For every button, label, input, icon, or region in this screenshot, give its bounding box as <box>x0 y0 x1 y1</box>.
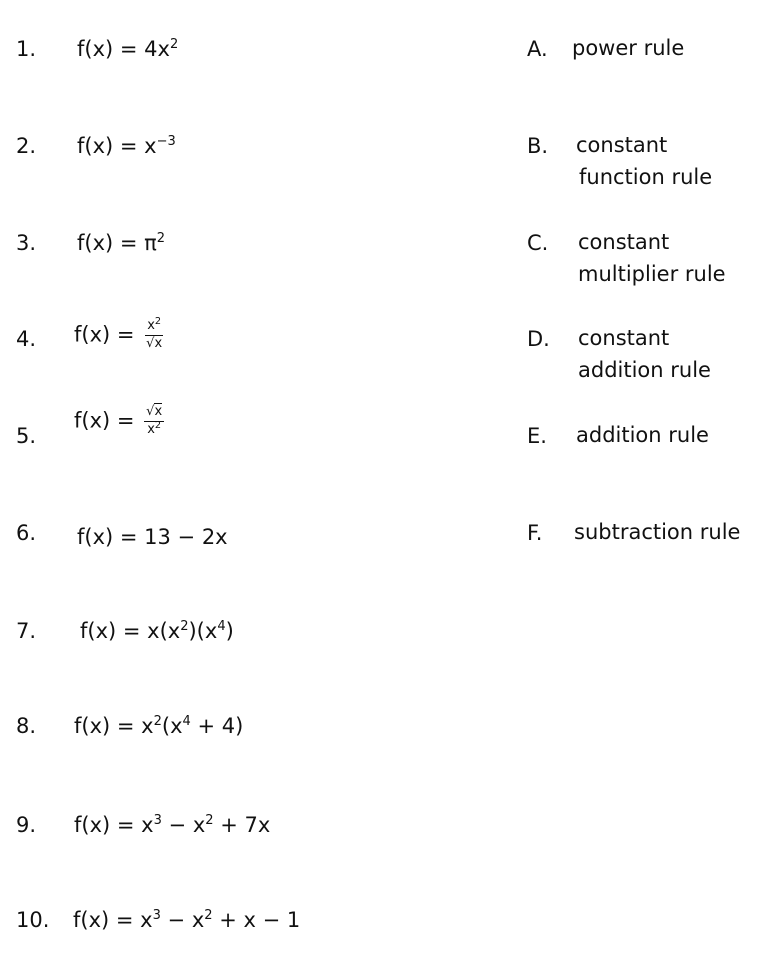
problem-6-number: 6. <box>16 521 37 545</box>
problem-4-expression: f(x) = $\frac{x^2}{√x}$ <box>74 316 163 351</box>
option-a-text: power rule <box>572 36 685 60</box>
fraction <box>144 405 164 438</box>
option-b-letter: B. <box>527 134 549 158</box>
option-b-text: constant function rule <box>576 133 713 189</box>
problem-4-number: 4. <box>16 327 37 351</box>
fraction-numerator: √x <box>144 405 164 422</box>
fraction-denominator: $x^2$ <box>147 420 162 437</box>
option-f-text: subtraction rule <box>574 520 741 544</box>
problem-7-number: 7. <box>16 619 37 643</box>
option-f-letter: F. <box>527 521 543 545</box>
fraction-denominator: √x <box>146 335 163 351</box>
problem-3-number: 3. <box>16 231 37 255</box>
problem-2-expression: $f(x) = x^{-3}$ <box>77 133 176 158</box>
problem-2-number: 2. <box>16 134 37 158</box>
problem-1-number: 1. <box>16 37 37 61</box>
option-e-letter: E. <box>527 424 547 448</box>
option-e-text: addition rule <box>576 423 709 447</box>
problem-7-expression: $f(x) = x(x^2)(x^4)$ <box>80 618 234 643</box>
problem-5-number: 5. <box>16 424 37 448</box>
problem-3-expression: $f(x) = \pi^2$ <box>77 230 166 255</box>
option-a-letter: A. <box>527 37 548 61</box>
problem-9-number: 9. <box>16 813 37 837</box>
option-c-text: constant multiplier rule <box>578 230 726 286</box>
option-d-text: constant addition rule <box>578 326 711 382</box>
problem-8-number: 8. <box>16 714 37 738</box>
fraction <box>144 316 164 352</box>
problem-10-expression: $f(x) = x^3 - x^2 + x - 1$ <box>73 907 301 932</box>
fraction-numerator: $x^2$ <box>145 319 163 336</box>
problem-6-expression: f(x) = 13 − 2x <box>77 525 228 549</box>
problem-5-expression: f(x) = $\frac{√x}{x^2}$ <box>74 404 163 437</box>
problem-8-expression: $f(x) = x^2(x^4 + 4)$ <box>74 713 244 738</box>
option-c-letter: C. <box>527 231 549 255</box>
option-d-letter: D. <box>527 327 550 351</box>
problem-10-number: 10. <box>16 908 50 932</box>
problem-9-expression: $f(x) = x^3 - x^2 + 7x$ <box>74 812 271 837</box>
problem-1-expression: $f(x) = 4x^2$ <box>77 36 179 61</box>
